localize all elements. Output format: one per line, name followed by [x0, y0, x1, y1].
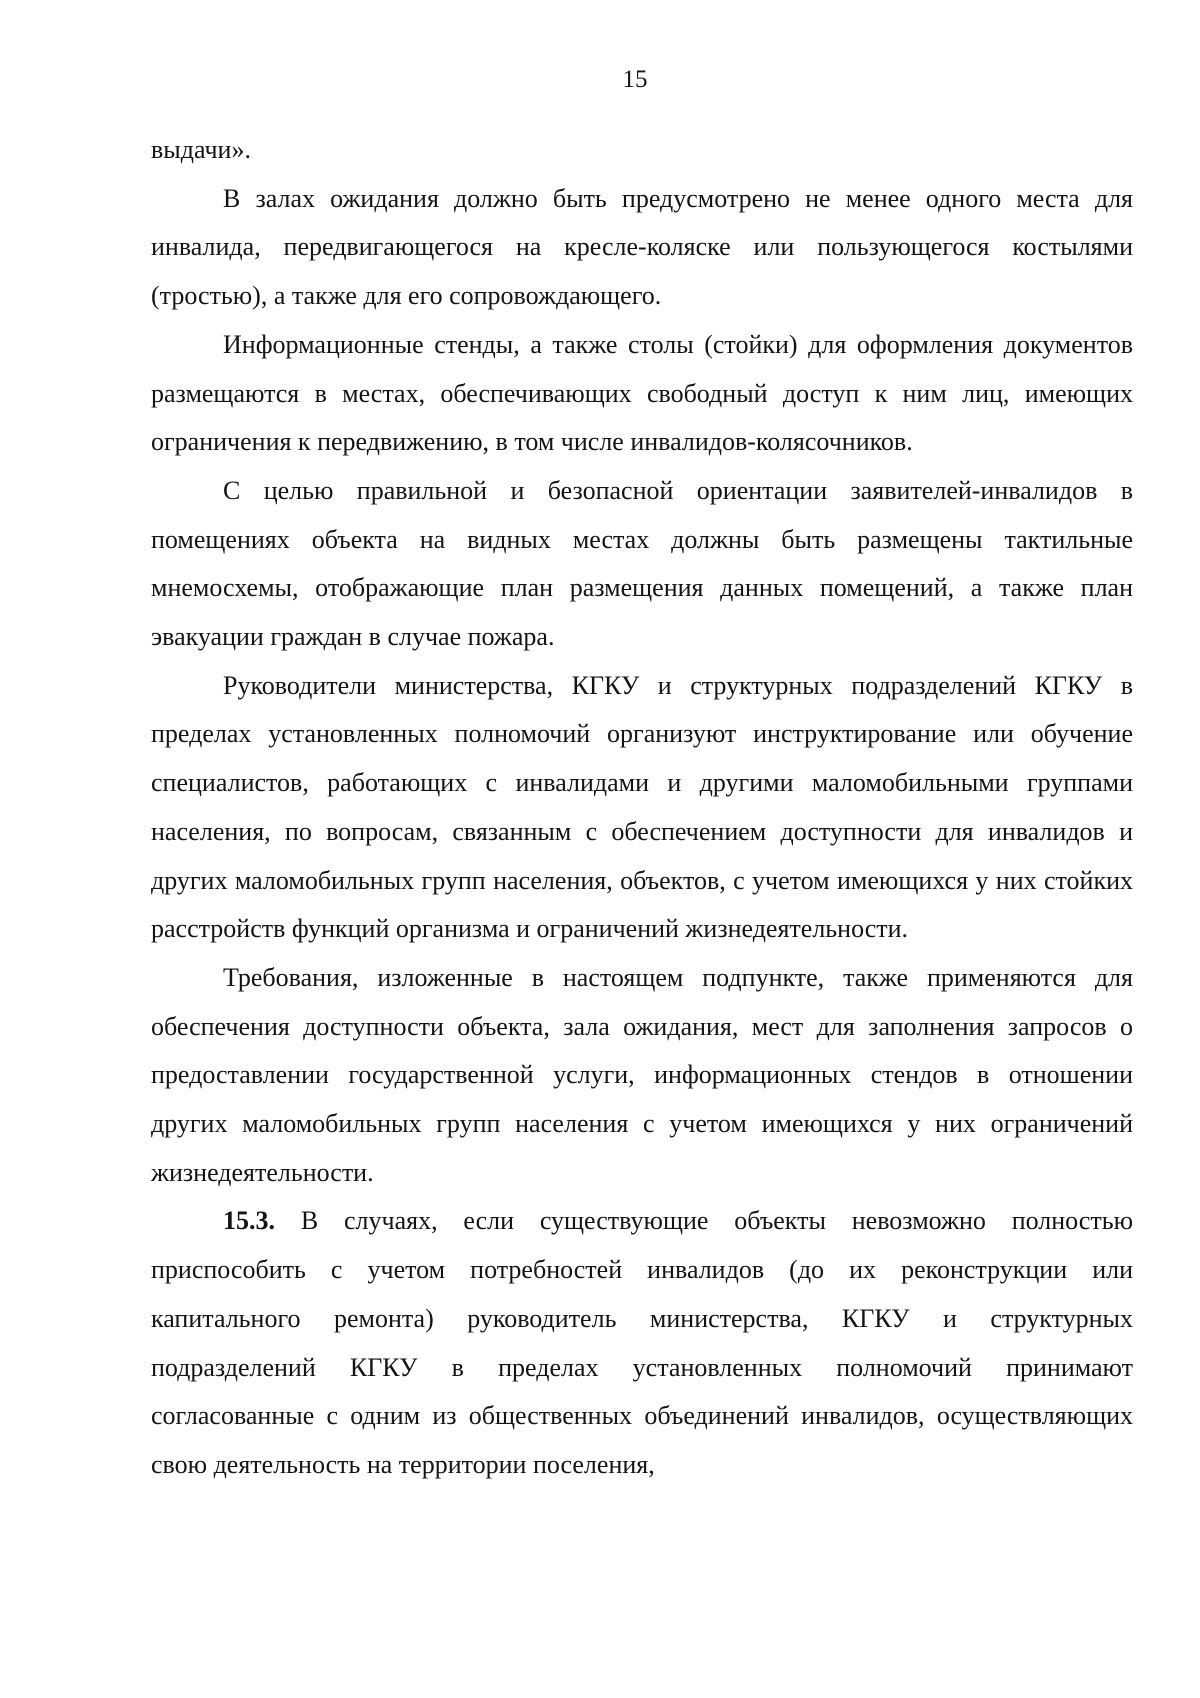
paragraph-continuation: выдачи».: [151, 135, 251, 164]
document-body: [151, 126, 1133, 1490]
clause-text: В случаях, если существующие объекты невозможно полностью приспособить с учетом потребностей инвалидов (до их реконструкции или капитального ремонта) руководитель министерства, КГКУ и структурных подразделений КГКУ в пределах установленных полномочий принимают согласованные с одним из общественных объединений инвалидов, осуществляющих свою деятельность на территории поселения,: [151, 1206, 1133, 1479]
paragraph-staff-training: Руководители министерства, КГКУ и структурных подразделений КГКУ в пределах установленных полномочий организуют инструктирование или обучение специалистов, работающих с инвалидами и другими маломобильными группами населения, по вопросам, связанным с обеспечением доступности для инвалидов и других маломобильных групп населения, объектов, с учетом имеющихся у них стойких расстройств функций организма и ограничений жизнедеятельности.: [151, 670, 1133, 944]
paragraph-information-stands: Информационные стенды, а также столы (стойки) для оформления документов размещаются в местах, обеспечивающих свободный доступ к ним лиц, имеющих ограничения к передвижению, в том числе инвалидов-колясочников.: [151, 329, 1133, 457]
page-number: 15: [622, 66, 648, 93]
paragraph-clause-15-3: [151, 1197, 1133, 1489]
paragraph-waiting-halls: В залах ожидания должно быть предусмотрено не менее одного места для инвалида, передвигающегося на кресле-коляске или пользующегося костылями (тростью), а также для его сопровождающего.: [151, 183, 1133, 311]
paragraph-tactile-schemes: С целью правильной и безопасной ориентации заявителей-инвалидов в помещениях объекта на видных местах должны быть размещены тактильные мнемосхемы, отображающие план размещения данных помещений, а также план эвакуации граждан в случае пожара.: [151, 475, 1133, 652]
clause-number: 15.3.: [223, 1206, 275, 1236]
paragraph-requirements: Требования, изложенные в настоящем подпункте, также применяются для обеспечения доступности объекта, зала ожидания, мест для заполнения запросов о предоставлении государственной услуги, информационных стендов в отношении других маломобильных групп населения с учетом имеющихся у них ограничений жизнедеятельности.: [151, 962, 1133, 1187]
